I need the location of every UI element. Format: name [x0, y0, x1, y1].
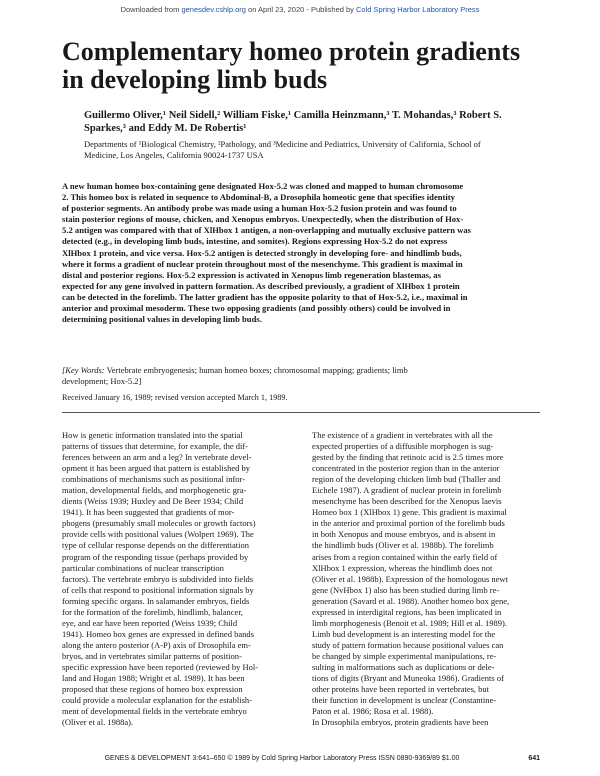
body-text-line: phogens (presumably small molecules or growth factors) — [62, 518, 256, 529]
body-text-line: be changed by simple experimental manipulations, re- — [312, 650, 497, 661]
body-text-line: bryos, and in vertebrates similar patterns of position- — [62, 650, 242, 661]
body-text-line: could provide a molecular explanation for the establish- — [62, 695, 253, 706]
abstract-line: of posterior segments. An antibody probe was made using a human Hox-5.2 fusion protein and was found to — [62, 203, 457, 214]
body-text-line: their function in development is unclear (Constantine- — [312, 695, 497, 706]
keywords — [62, 365, 540, 387]
body-column-left — [62, 430, 290, 728]
footer-citation: GENES & DEVELOPMENT 3:641–650 © 1989 by Cold Spring Harbor Laboratory Press ISSN 0890-9369/89 $1.00 — [104, 755, 460, 762]
abstract-line: stain posterior regions of mouse, chicken, and Xenopus embryos. Unexpectedly, when the distribution of Hox- — [62, 214, 464, 225]
body-column-right — [312, 430, 540, 728]
abstract-line: 2. This homeo box is related in sequence to Abdominal-B, a Drosophila homeotic gene that specifies identity — [62, 192, 455, 203]
affiliation-line: Departments of ¹Biological Chemistry, ²Pathology, and ³Medicine and Pediatrics, University of California, School of — [84, 139, 481, 149]
abstract-line: 5.2 antigen was compared with that of XlHbox 1 antigen, a non-overlapping and mutually exclusive pattern was — [62, 225, 472, 236]
body-text-line: eye, and ear have been reported (Weiss 1939; Child — [62, 617, 238, 628]
banner-site-link[interactable]: genesdev.cshlp.org — [181, 5, 246, 14]
body-text-line: In Drosophila embryos, protein gradients have been — [312, 717, 489, 728]
body-text-line: How is genetic information translated into the spatial — [62, 430, 243, 440]
body-text-line: type of cellular response depends on the differentiation — [62, 540, 250, 551]
body-text-line: in both Xenopus and mouse embryos, and is absent in — [312, 529, 496, 540]
body-text-line: Limb bud development is an interesting model for the — [312, 628, 496, 639]
body-text-line: expected properties of a diffusible morphogen is sug- — [312, 441, 494, 452]
body-text-line: the hindlimb buds (Oliver et al. 1988b). The forelimb — [312, 540, 494, 551]
body-text-line: (Oliver et al. 1988a). — [62, 717, 134, 728]
body-text-line: 1941). Homeo box genes are expressed in defined bands — [62, 628, 254, 639]
body-text-line: in the anterior and proximal portion of the forelimb buds — [312, 518, 505, 529]
abstract-line: where it forms a gradient of nuclear protein throughout most of the mesenchyme. This gradient is maximal in — [62, 258, 463, 269]
body-text-line: dients (Weiss 1939; Huxley and De Beer 1934; Child — [62, 496, 244, 507]
body-text-line: combinations of mechanisms such as positional infor- — [62, 474, 246, 485]
body-text-line: program of the responding tissue (perhaps provided by — [62, 551, 249, 562]
affiliation — [84, 139, 524, 161]
body-text-line: (Oliver et al. 1988b). Expression of the homologous newt — [312, 573, 508, 584]
body-text-line: XlHbox 1 expression, whereas the hindlimb does not — [312, 562, 493, 573]
keywords-text: development; Hox-5.2] — [62, 376, 142, 386]
abstract-line: can be detected in the forelimb. The latter gradient has the opposite polarity to that of Hox-5.2, i.e., maximal in — [62, 291, 468, 302]
body-text-line: mesenchyme has been described for the Xenopus laevis — [312, 496, 502, 507]
page-footer — [62, 755, 540, 766]
body-text-line: patterns of tissues that determine, for example, the dif- — [62, 441, 248, 452]
abstract-line: detected (e.g., in developing limb buds, intestine, and somites). Regions expressing Hox-5.2 do not express — [62, 236, 448, 247]
body-text-line: ment of developmental fields in the vertebrate embryo — [62, 706, 247, 717]
body-text-line: forming specific organs. In salamander embryos, fields — [62, 595, 250, 606]
body-text-line: land and Hogan 1988; Wright et al. 1989). It has been — [62, 673, 245, 684]
body-text-line: generation (Savard et al. 1988). Another homeo box gene, — [312, 595, 510, 606]
body-text-line: proposed that these regions of homeo box expression — [62, 684, 243, 695]
body-text-line: for the formation of the forelimb, hindlimb, balancer, — [62, 606, 243, 617]
body-text-line: mation, developmental fields, and morphogenetic gra- — [62, 485, 247, 496]
abstract-line: distal and posterior regions. Hox-5.2 expression is activated in Xenopus limb regeneration blastemas, as — [62, 269, 441, 280]
article-title — [62, 38, 562, 94]
authors-line: Sparkes,³ and Eddy M. De Robertis¹ — [84, 123, 247, 134]
body-text-line: region of the developing chicken limb bud (Thaller and — [312, 474, 501, 485]
body-text-line: tions of digits (Bryant and Muneoka 1986). Gradients of — [312, 673, 504, 684]
body-text-line: study of pattern formation because positional values can — [312, 639, 504, 650]
body-text-line: Eichele 1987). A gradient of nuclear protein in forelimb — [312, 485, 502, 496]
abstract-line: XlHbox 1 protein, and vice versa. Hox-5.2 antigen is detected strongly in developing fore- and hindlimb buds, — [62, 247, 462, 258]
body-text-line: factors). The vertebrate embryo is subdivided into fields — [62, 573, 254, 584]
body-text-line: specific expression have been reported (reviewed by Hol- — [62, 661, 259, 672]
body-text-line: along the antero posterior (A-P) axis of Drosophila em- — [62, 639, 251, 650]
body-text-line: ferences between an arm and a leg? In vertebrate devel- — [62, 452, 252, 463]
body-text-line: limb morphogenesis (Benoit et al. 1989; Hill et al. 1989). — [312, 617, 507, 628]
banner-middle: on April 23, 2020 - Published by — [245, 5, 357, 14]
body-text-line: concentrated in the posterior region than in the anterior — [312, 463, 500, 474]
authors-line: Guillermo Oliver,¹ Neil Sidell,² William Fiske,¹ Camilla Heinzmann,³ T. Mohandas,³ Robert S. — [84, 110, 502, 121]
body-text-line: opment it has been argued that pattern is established by — [62, 463, 250, 474]
body-text-line: other proteins have been reported in vertebrates, but — [312, 684, 490, 695]
body-text-line: Paton et al. 1986; Rosa et al. 1988). — [312, 706, 434, 717]
download-banner — [0, 5, 600, 14]
title-line: in developing limb buds — [62, 65, 328, 94]
body-text-line: sulting in malformations such as duplications or dele- — [312, 661, 495, 672]
author-list — [84, 109, 524, 135]
body-text-line: 1941). It has been suggested that gradients of mor- — [62, 507, 235, 518]
affiliation-line: Medicine, Los Angeles, California 90024-1737 USA — [84, 150, 264, 160]
abstract-line: A new human homeo box-containing gene designated Hox-5.2 was cloned and mapped to human chromosome — [62, 181, 464, 191]
body-text-line: of cells that respond to positional information signals by — [62, 584, 254, 595]
title-line: Complementary homeo protein gradients — [62, 37, 521, 66]
body-text-line: The existence of a gradient in vertebrates with all the — [312, 430, 493, 440]
body-text-line: particular combinations of nuclear transcription — [62, 562, 224, 573]
abstract-line: anterior and proximal mesoderm. These two opposing gradients (and possibly others) could be involved in — [62, 303, 451, 314]
banner-publisher-link[interactable]: Cold Spring Harbor Laboratory Press — [356, 5, 480, 14]
body-text-line: Homeo box 1 (XlHbox 1) gene. This gradient is maximal — [312, 507, 507, 518]
body-text-line: gested by the finding that retinoic acid is 2.5 times more — [312, 452, 504, 463]
body-text-line: expressed in interdigital regions, has been implicated in — [312, 606, 502, 617]
body-text-line: arises from a region contained within the early field of — [312, 551, 498, 562]
abstract-line: determining positional values in developing limb buds. — [62, 314, 262, 325]
keywords-text: Vertebrate embryogenesis; human homeo boxes; chromosomal mapping; gradients; limb — [104, 365, 408, 375]
banner-prefix: Downloaded from — [120, 5, 182, 14]
body-text-line: provide cells with positional values (Wolpert 1969). The — [62, 529, 254, 540]
received-dates: Received January 16, 1989; revised version accepted March 1, 1989. — [62, 393, 288, 402]
abstract-line: expected for any gene involved in pattern formation. As described previously, a gradient of XlHbox 1 protein — [62, 280, 460, 291]
keywords-label: [Key Words: — [62, 365, 105, 375]
page-number: 641 — [528, 755, 540, 762]
body-text-line: gene (NvHbox 1) also has been studied during limb re- — [312, 584, 500, 595]
abstract — [62, 181, 540, 325]
section-divider — [62, 412, 540, 413]
